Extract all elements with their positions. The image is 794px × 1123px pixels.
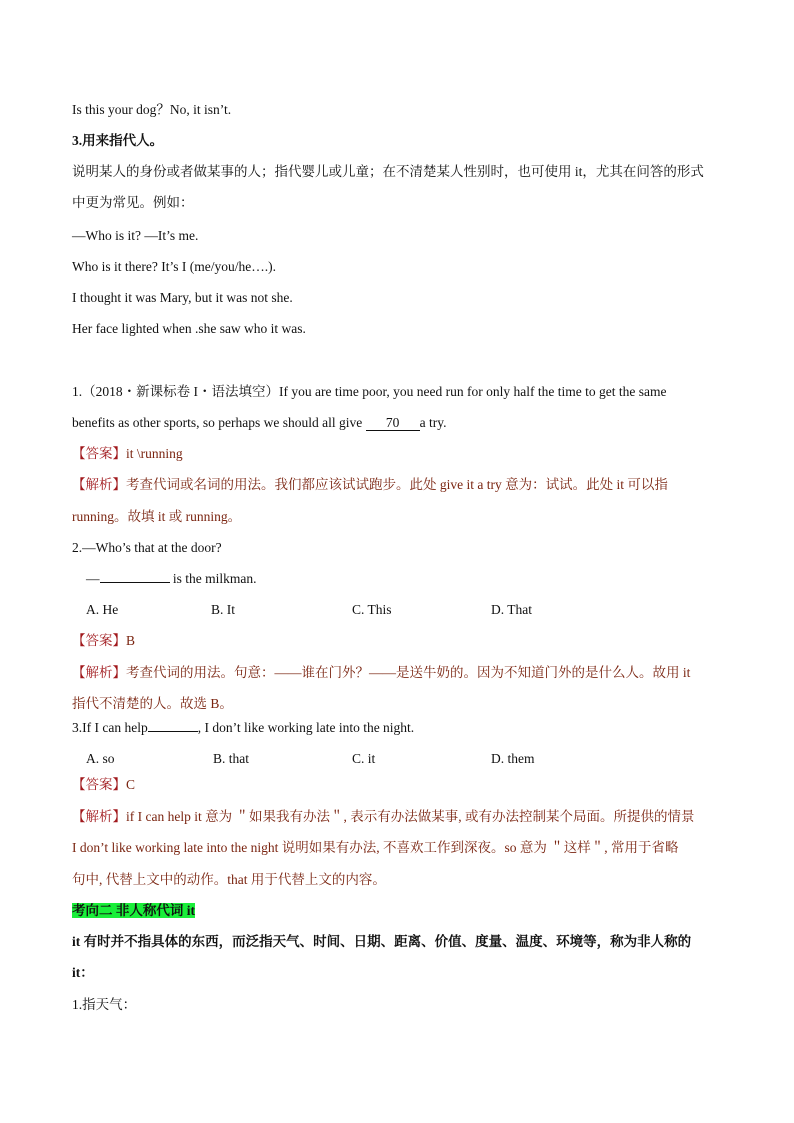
analysis-tag: 【解析】 — [72, 477, 126, 492]
question-2-text-after: is the milkman. — [172, 571, 257, 586]
analysis-tag: 【解析】 — [72, 665, 126, 680]
question-2-blank — [100, 582, 170, 583]
answer-text: it \running — [126, 446, 183, 461]
question-2-line-2 — [86, 570, 257, 588]
section-2-line-2: it： — [72, 965, 94, 980]
heading-3: 3.用来指代人。 — [72, 133, 164, 148]
question-3-text-after: , I don’t like working late into the night. — [197, 720, 415, 735]
analysis-text: if I can help it 意为 ＂如果我有办法＂, 表示有办法做某事, 或有办法控制某个局面。所提供的情景 — [126, 809, 695, 824]
question-1-line-1: 1.（2018・新课标卷 I・语法填空）If you are time poor, you need run for only half the time to get the same — [72, 384, 667, 399]
option-a: A. He — [86, 602, 119, 617]
description-line-1: 说明某人的身份或者做某事的人；指代婴儿或儿童；在不清楚某人性别时，也可使用 it，尤其在问答的形式 — [72, 164, 704, 179]
question-1-analysis-line-2: running。故填 it 或 running。 — [72, 509, 242, 524]
question-3-blank — [148, 731, 198, 732]
question-3-analysis-line-3: 句中, 代替上文中的动作。that 用于代替上文的内容。 — [72, 872, 386, 887]
question-3-line-1 — [72, 719, 414, 737]
section-2-heading — [72, 902, 195, 920]
question-3-analysis-line-2: I don’t like working late into the night 说明如果有办法, 不喜欢工作到深夜。so 意为 ＂这样＂, 常用于省略 — [72, 840, 679, 855]
analysis-text: 考查代词或名词的用法。我们都应该试试跑步。此处 give it a try 意为：试试。此处 it 可以指 — [126, 477, 668, 492]
option-d: D. That — [491, 602, 532, 617]
question-1-text-after: a try. — [419, 415, 447, 430]
question-3-options — [72, 750, 724, 768]
question-1-blank: 70 — [366, 416, 420, 431]
section-2-sub-1: 1.指天气： — [72, 997, 137, 1012]
description-line-2: 中更为常见。例如： — [72, 195, 194, 210]
analysis-text: 考查代词的用法。句意：——谁在门外？——是送牛奶的。因为不知道门外的是什么人。故用 it — [126, 665, 691, 680]
example-dog: Is this your dog？No, it isn’t. — [72, 102, 232, 117]
option-b: B. that — [213, 751, 249, 766]
question-1-text-before: benefits as other sports, so perhaps we should all give — [72, 415, 363, 430]
option-c: C. it — [352, 751, 376, 766]
example-2: Who is it there? It’s I (me/you/he….). — [72, 259, 276, 274]
question-1-line-2 — [72, 414, 446, 432]
option-b: B. It — [211, 602, 236, 617]
question-2-line-1: 2.—Who’s that at the door? — [72, 540, 222, 555]
question-2-analysis-line-1 — [72, 664, 690, 682]
question-3-answer — [72, 776, 135, 794]
example-4: Her face lighted when .she saw who it was. — [72, 321, 306, 336]
example-1: —Who is it? —It’s me. — [72, 228, 199, 243]
question-2-text-before: — — [86, 571, 100, 586]
question-1-analysis-line-1 — [72, 476, 668, 494]
question-2-answer — [72, 632, 135, 650]
question-1-answer — [72, 445, 183, 463]
option-d: D. them — [491, 751, 535, 766]
answer-tag: 【答案】 — [72, 446, 126, 461]
answer-tag: 【答案】 — [72, 777, 126, 792]
example-3: I thought it was Mary, but it was not she. — [72, 290, 293, 305]
option-c: C. This — [352, 602, 392, 617]
question-2-analysis-line-2: 指代不清楚的人。故选 B。 — [72, 696, 233, 711]
question-2-options — [72, 601, 724, 619]
option-a: A. so — [86, 751, 115, 766]
question-3-analysis-line-1 — [72, 808, 694, 826]
answer-text: B — [126, 633, 136, 648]
section-2-heading-text: 考向二 非人称代词 it — [72, 903, 195, 918]
analysis-tag: 【解析】 — [72, 809, 126, 824]
answer-text: C — [126, 777, 136, 792]
section-2-line-1: it 有时并不指具体的东西，而泛指天气、时间、日期、距离、价值、度量、温度、环境等，称为非人称的 — [72, 934, 692, 949]
question-3-text-before: 3.If I can help — [72, 720, 148, 735]
answer-tag: 【答案】 — [72, 633, 126, 648]
